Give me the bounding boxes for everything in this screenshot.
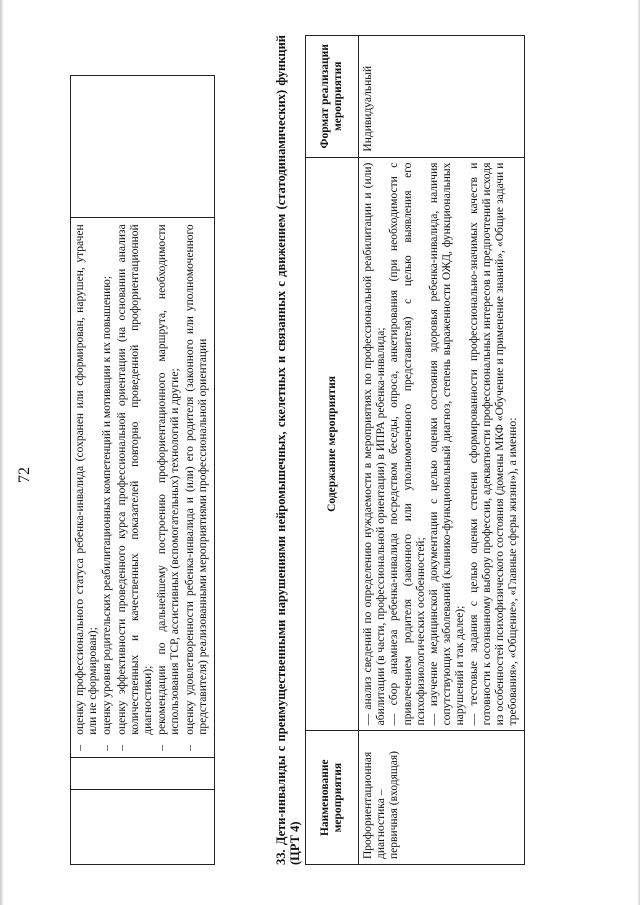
- header-activity-name: Наименование мероприятия: [306, 731, 359, 865]
- page-number: 72: [16, 467, 33, 483]
- empty-cell: [71, 789, 215, 864]
- list-item-text: оценку уровня родительских реабилитационных компетенций и мотивации к их повышению;: [101, 275, 114, 735]
- dash-marker: –: [183, 745, 196, 751]
- list-item: [184, 224, 210, 750]
- header-activity-content: Содержание мероприятия: [306, 157, 359, 731]
- continued-table-row: [71, 76, 215, 865]
- activities-table: [305, 35, 525, 865]
- list-item-text: оценку удовлетворенности ребенка-инвалида и (или) его родителя (законного или уполномоченного представителя) реализованными мероприятиями профессиональной ориентации: [183, 224, 209, 735]
- list-item: [74, 224, 100, 750]
- header-activity-format: Формат реализации мероприятия: [306, 36, 359, 158]
- list-item: [101, 224, 114, 750]
- dash-marker: –: [101, 745, 114, 751]
- table-header-row: [306, 36, 359, 865]
- list-item: [116, 224, 156, 750]
- empty-cell: [71, 76, 215, 218]
- list-item: [156, 224, 182, 750]
- empty-cell: [71, 757, 215, 789]
- content-paragraph: — изучение медицинской документации с целью оценки состояния здоровья ребенка-инвалида, наличия сопутствующих заболеваний (клинико-функциональный диагноз, степень выраженности ОЖД, функциональных нарушений и так далее);: [428, 162, 467, 726]
- table-row: [359, 36, 525, 865]
- assessment-list-cell: [71, 218, 215, 757]
- content-paragraph: — сбор анамнеза ребенка-инвалида посредством беседы, опроса, анкетирования (при необходимости с привлечением родителя (законного или уполномоченного представителя) с целью выявления его психофизиологических особенностей;: [388, 162, 427, 726]
- activity-name-cell: Профориентационная диагностика – первичная (входящая): [359, 731, 525, 865]
- section-title: 33. Дети-инвалиды с преимущественными нарушениями нейромышечных, скелетных и связанных с движением (статодинамических) функций (ЦРТ 4): [274, 35, 302, 865]
- activity-format-cell: Индивидуальный: [359, 36, 525, 158]
- content-paragraph: — анализ сведений по определению нуждаемости в мероприятиях по профессиональной реабилитации и (или) абилитации (в части, профессиональной ориентации) в ИПРА ребенка-инвалида;: [362, 162, 388, 726]
- activity-content-cell: [359, 157, 525, 731]
- dash-marker: –: [115, 745, 128, 751]
- list-item-text: рекомендации по дальнейшему построению профориентационного маршрута, необходимости использования ТСР, ассистивных (вспомогательных) технологий и другие;: [156, 224, 182, 735]
- continued-table: [70, 75, 215, 865]
- dash-marker: –: [74, 745, 86, 751]
- content-paragraph: — тестовые задания с целью оценки степени сформированности профессионально-значимых качеств и готовности к осознанному выбору профессии, адекватности профессиональных интересов и предпочтений исходя из особенностей психофизического состояния (домены МКФ «Обучение и применение знаний», «Общие задачи и требования», «Общение», «Главные сферы жизни»), а именно:: [467, 162, 520, 726]
- dash-marker: –: [156, 745, 169, 751]
- list-item-text: оценку профессионального статуса ребенка-инвалида (сохранен или сформирован, нарушен, утрачен или не сформирован);: [74, 224, 100, 735]
- list-item-text: оценку эффективности проведенного курса профессиональной ориентации (на основании анализа количественных и качественных показателей повторно проведенной профориентационной диагностики);: [115, 224, 155, 735]
